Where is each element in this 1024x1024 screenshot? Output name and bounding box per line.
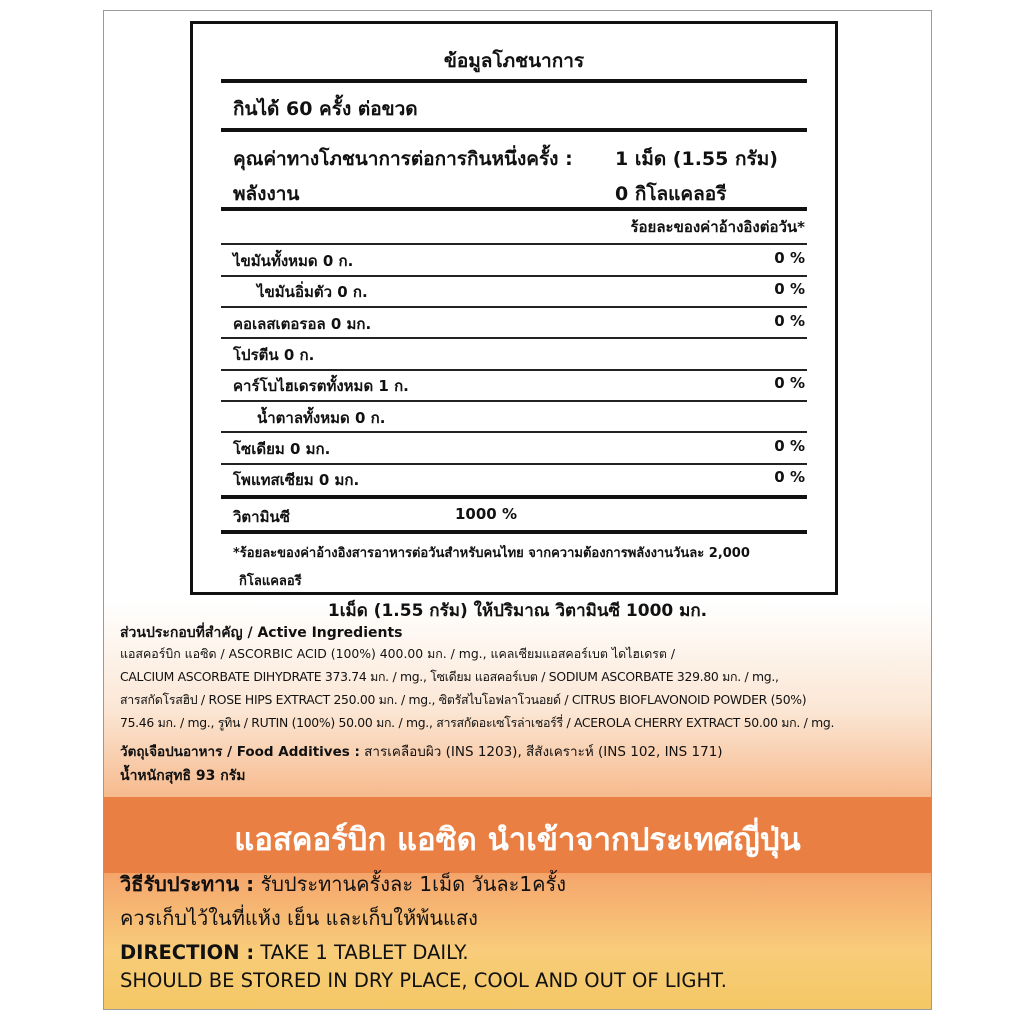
nutrition-facts-box [190, 21, 838, 595]
usage-text: รับประทานครั้งละ 1เม็ด วันละ1ครั้ง [254, 872, 567, 896]
energy-label: พลังงาน [233, 183, 300, 205]
nutrient-total-fat-dv: 0 % [774, 249, 805, 267]
net-weight: น้ำหนักสุทธิ 93 กรัม [120, 768, 246, 784]
food-additives [120, 740, 723, 762]
nutrient-carbohydrate: คาร์โบไฮเดรตทั้งหมด 1 ก. [233, 377, 409, 395]
footnote-continued: กิโลแคลอรี [239, 574, 302, 589]
divider [221, 431, 807, 433]
ingredients-line: สารสกัดโรสฮิป / ROSE HIPS EXTRACT 250.00 มก. / mg., ซิตรัสไบโอฟลาโวนอยด์ / CITRUS BIOFLAVONOID POWDER (50%) [120, 692, 807, 707]
nutrient-sodium-dv: 0 % [774, 437, 805, 455]
nutrient-saturated-fat-dv: 0 % [774, 280, 805, 298]
vitamin-c-label: วิตามินซี [233, 508, 290, 526]
footnote: *ร้อยละของค่าอ้างอิงสารอาหารต่อวันสำหรับคนไทย จากความต้องการพลังงานวันละ 2,000 [233, 546, 750, 561]
nutrient-sodium: โซเดียม 0 มก. [233, 440, 331, 458]
nutrient-total-fat: ไขมันทั้งหมด 0 ก. [233, 252, 354, 270]
daily-value-header: ร้อยละของค่าอ้างอิงต่อวัน* [630, 218, 805, 236]
divider [221, 275, 807, 277]
divider [221, 306, 807, 308]
per-tablet-statement: 1เม็ด (1.55 กรัม) ให้ปริมาณ วิตามินซี 1000 มก. [327, 601, 708, 621]
serving-size-label: คุณค่าทางโภชนาการต่อการกินหนึ่งครั้ง : [233, 148, 573, 170]
divider [221, 495, 807, 499]
facts-title: ข้อมูลโภชนาการ [443, 50, 585, 72]
nutrient-cholesterol-dv: 0 % [774, 312, 805, 330]
food-additives-heading: วัตถุเจือปนอาหาร / Food Additives : [120, 744, 360, 760]
ingredients-line: แอสคอร์บิก แอซิด / ASCORBIC ACID (100%) 400.00 มก. / mg., แคลเซียมแอสคอร์เบต ไดไฮเดรต / [120, 646, 676, 661]
direction-en [120, 941, 469, 964]
usage-instruction [120, 868, 566, 900]
serving-size-value: 1 เม็ด (1.55 กรัม) [615, 148, 778, 170]
ingredients-line: CALCIUM ASCORBATE DIHYDRATE 373.74 มก. / mg., โซเดียม แอสคอร์เบต / SODIUM ASCORBATE 329.80 มก. / mg., [120, 669, 779, 684]
import-banner-text: แอสคอร์บิก แอซิด นำเข้าจากประเทศญี่ปุ่น [234, 822, 801, 858]
divider [221, 369, 807, 371]
energy-value: 0 กิโลแคลอรี [615, 183, 727, 205]
direction-label: DIRECTION : [120, 941, 255, 964]
nutrient-carbohydrate-dv: 0 % [774, 374, 805, 392]
servings-per-container: กินได้ 60 ครั้ง ต่อขวด [233, 98, 418, 120]
divider [221, 400, 807, 402]
direction-text: TAKE 1 TABLET DAILY. [254, 941, 469, 964]
food-additives-text: สารเคลือบผิว (INS 1203), สีสังเคราะห์ (INS 102, INS 171) [359, 744, 723, 760]
label-panel [103, 10, 932, 1010]
divider [221, 79, 807, 83]
vitamin-c-value: 1000 % [455, 505, 517, 523]
divider [221, 530, 807, 534]
divider [221, 243, 807, 245]
storage-en: SHOULD BE STORED IN DRY PLACE, COOL AND OUT OF LIGHT. [120, 969, 727, 992]
nutrient-potassium-dv: 0 % [774, 468, 805, 486]
ingredients-line: 75.46 มก. / mg., รูทิน / RUTIN (100%) 50.00 มก. / mg., สารสกัดอะเซโรล่าเชอร์รี่ / ACEROLA CHERRY EXTRACT 50.00 มก. / mg. [120, 715, 835, 730]
usage-label: วิธีรับประทาน : [120, 872, 255, 896]
nutrient-cholesterol: คอเลสเตอรอล 0 มก. [233, 315, 372, 333]
ingredients-heading: ส่วนประกอบที่สำคัญ / Active Ingredients [120, 625, 403, 641]
nutrient-sugar: น้ำตาลทั้งหมด 0 ก. [257, 409, 386, 427]
divider [221, 207, 807, 211]
divider [221, 337, 807, 339]
nutrient-potassium: โพแทสเซียม 0 มก. [233, 471, 360, 489]
nutrient-saturated-fat: ไขมันอิ่มตัว 0 ก. [257, 283, 368, 301]
divider [221, 463, 807, 465]
storage-instruction: ควรเก็บไว้ในที่แห้ง เย็น และเก็บให้พ้นแสง [120, 906, 478, 930]
nutrient-protein: โปรตีน 0 ก. [233, 346, 315, 364]
divider [221, 128, 807, 132]
